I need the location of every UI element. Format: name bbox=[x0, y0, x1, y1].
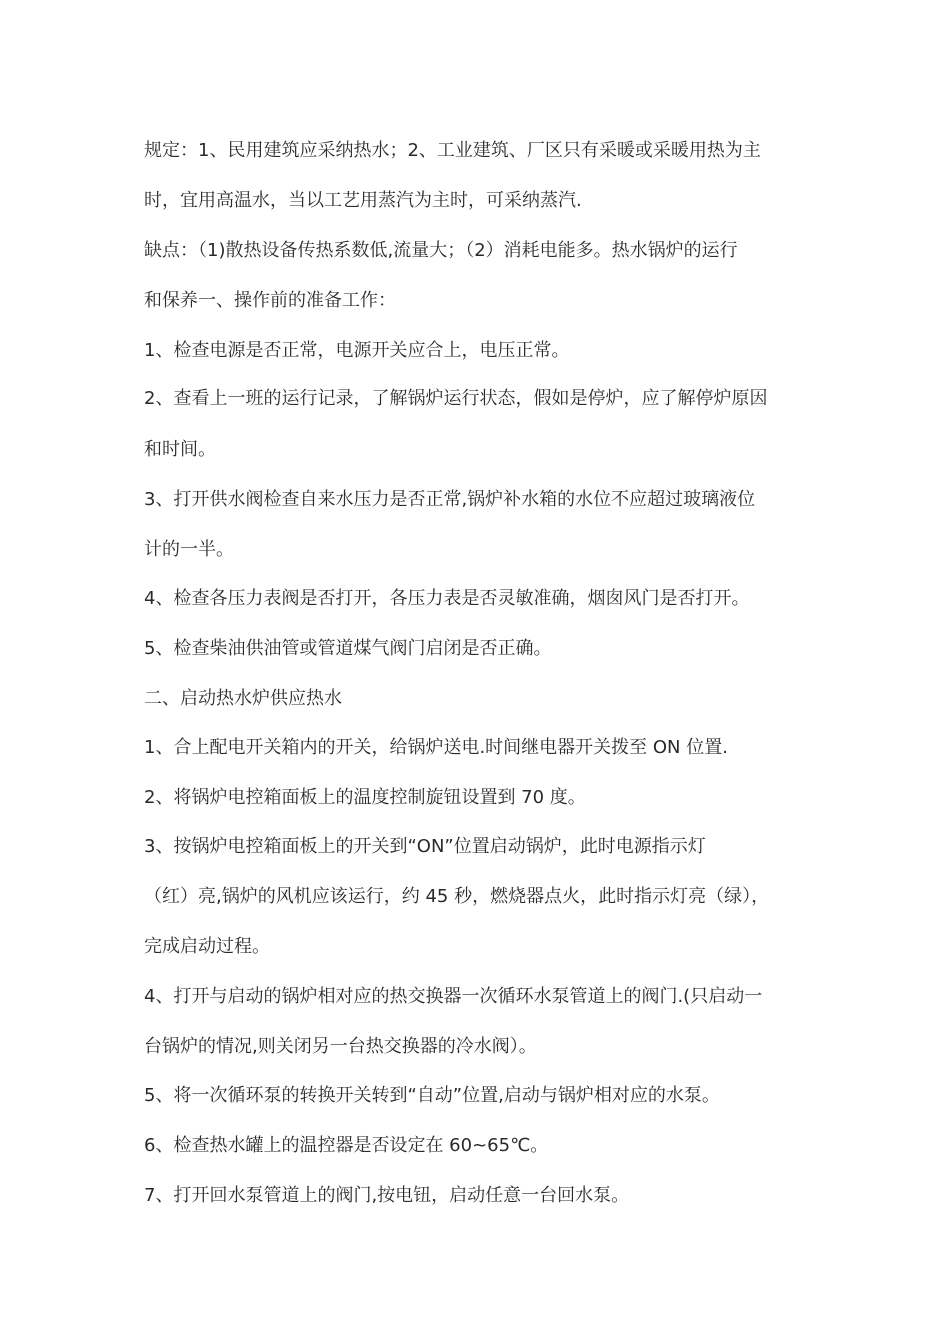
text-line: 6、检查热水罐上的温控器是否设定在 60~65℃。 bbox=[144, 1135, 549, 1156]
text-line: 规定：1、民用建筑应采纳热水；2、工业建筑、厂区只有采暖或采暖用热为主 bbox=[144, 140, 761, 161]
text-line: 2、将锅炉电控箱面板上的温度控制旋钮设置到 70 度。 bbox=[144, 787, 586, 808]
text-line: 3、按锅炉电控箱面板上的开关到“ON”位置启动锅炉，此时电源指示灯 bbox=[144, 836, 706, 857]
text-line: 完成启动过程。 bbox=[144, 936, 270, 957]
text-line: 4、打开与启动的锅炉相对应的热交换器一次循环水泵管道上的阀门.(只启动一 bbox=[144, 986, 763, 1007]
text-line: 台锅炉的情况,则关闭另一台热交换器的冷水阀）。 bbox=[144, 1036, 537, 1057]
text-line: 时，宜用高温水，当以工艺用蒸汽为主时，可采纳蒸汽. bbox=[144, 190, 582, 211]
text-line: 7、打开回水泵管道上的阀门,按电钮，启动任意一台回水泵。 bbox=[144, 1185, 630, 1206]
text-line: 1、检查电源是否正常，电源开关应合上，电压正常。 bbox=[144, 340, 570, 361]
text-line: 1、合上配电开关箱内的开关，给锅炉送电.时间继电器开关拨至 ON 位置. bbox=[144, 737, 728, 758]
text-line: 和时间。 bbox=[144, 439, 216, 460]
text-line: 3、打开供水阀检查自来水压力是否正常,锅炉补水箱的水位不应超过玻璃液位 bbox=[144, 489, 756, 510]
text-line: 4、检查各压力表阀是否打开，各压力表是否灵敏准确，烟囱风门是否打开。 bbox=[144, 588, 750, 609]
text-line: 和保养一、操作前的准备工作： bbox=[144, 290, 396, 311]
text-line: 2、查看上一班的运行记录，了解锅炉运行状态，假如是停炉，应了解停炉原因 bbox=[144, 388, 768, 409]
text-line: 缺点：（1)散热设备传热系数低,流量大；（2）消耗电能多。热水锅炉的运行 bbox=[144, 240, 738, 261]
text-line: 5、将一次循环泵的转换开关转到“自动”位置,启动与锅炉相对应的水泵。 bbox=[144, 1085, 720, 1106]
text-line: （红）亮,锅炉的风机应该运行，约 45 秒，燃烧器点火，此时指示灯亮（绿）， bbox=[144, 886, 770, 907]
text-line: 计的一半。 bbox=[144, 539, 234, 560]
text-line: 5、检查柴油供油管或管道煤气阀门启闭是否正确。 bbox=[144, 638, 552, 659]
section-heading: 二、启动热水炉供应热水 bbox=[144, 688, 342, 709]
